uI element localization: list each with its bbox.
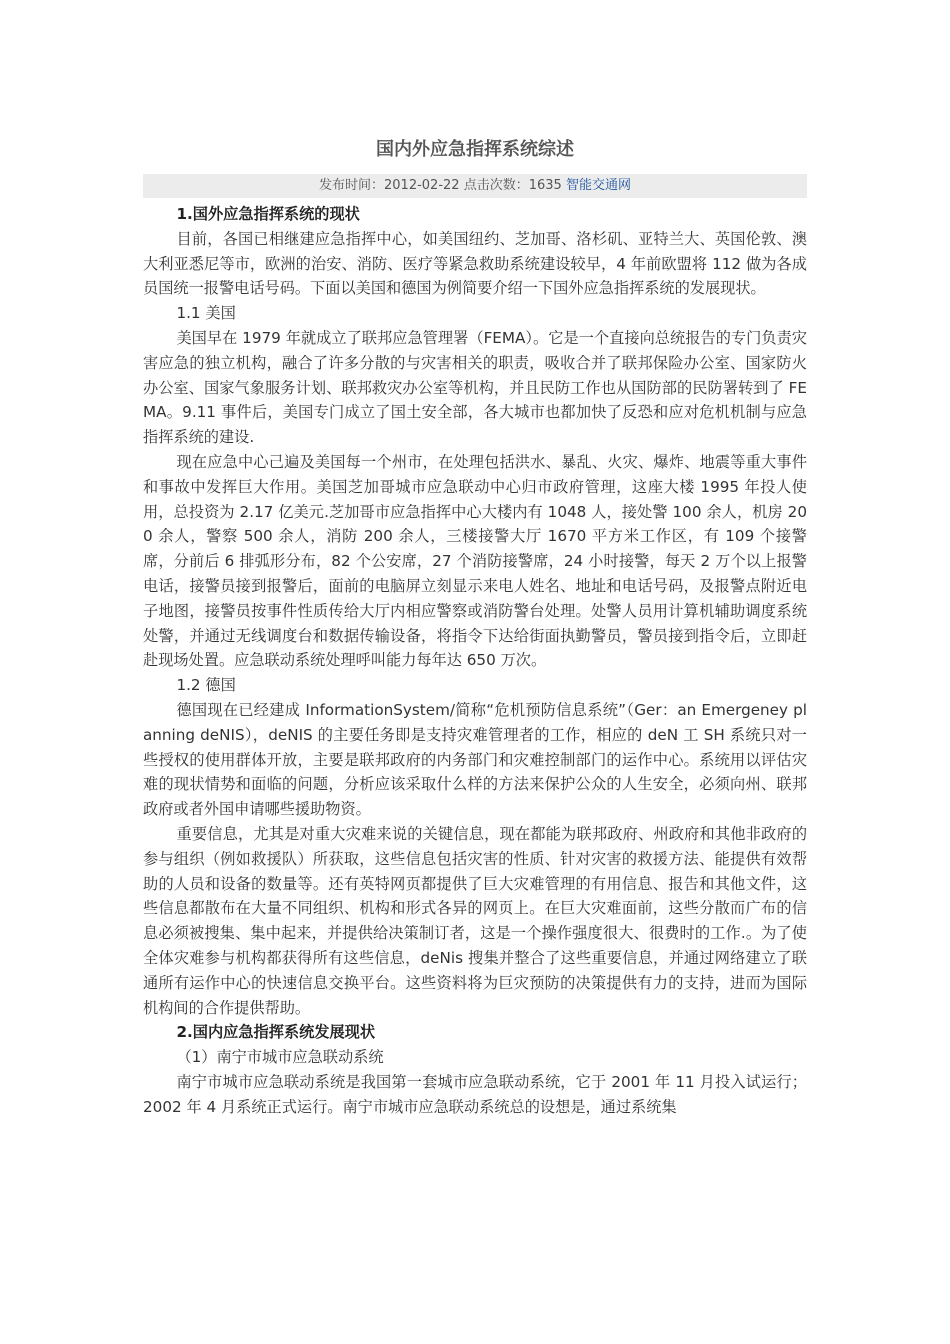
click-count: 1635 xyxy=(528,178,562,193)
clicks-label: 点击次数： xyxy=(463,178,529,193)
paragraph: 德国现在已经建成 InformationSystem/简称“危机预防信息系统”（Ger：an Emergeney planning deNIS），deNIS 的主要任务即是支持灾难管理者的工作，相应的 deN 工 SH 系统只对一些授权的使用群体开放，主要是联邦政府的内务部门和灾难控制部门的运作中心。系统用以评估灾难的现状情势和面临的问题，分析应该采取什么样的方法来保护公众的人生安全，必须向州、联邦政府或者外国申请哪些援助物资。 xyxy=(143,700,807,819)
paragraph: 美国早在 1979 年就成立了联邦应急管理署（FEMA）。它是一个直接向总统报告的专门负责灾害应急的独立机构，融合了许多分散的与灾害相关的职责，吸收合并了联邦保险办公室、国家防火办公室、国家气象服务计划、联邦救灾办公室等机构，并且民防工作也从国防部的民防署转到了 FEMA。9.11 事件后，美国专门成立了国土安全部，各大城市也都加快了反恐和应对危机机制与应急指挥系统的建设. xyxy=(143,328,807,447)
article-body xyxy=(143,202,807,1119)
subsection-heading: 1.1 美国 xyxy=(176,304,236,323)
paragraph: 目前，各国已相继建应急指挥中心，如美国纽约、芝加哥、洛杉矶、亚特兰大、英国伦敦、澳大利亚悉尼等市，欧洲的治安、消防、医疗等紧急救助系统建设较早，4 年前欧盟将 112 做为各成员国统一报警电话号码。下面以美国和德国为例简要介绍一下国外应急指挥系统的发展现状。 xyxy=(143,229,807,298)
section-heading: 1.国外应急指挥系统的现状 xyxy=(176,205,360,223)
paragraph: 重要信息，尤其是对重大灾难来说的关键信息，现在都能为联邦政府、州政府和其他非政府的参与组织（例如救援队）所获取，这些信息包括灾害的性质、针对灾害的救援方法、能提供有效帮助的人员和设备的数量等。还有英特网页都提供了巨大灾难管理的有用信息、报告和其他文件，这些信息都散布在大量不同组织、机构和形式各异的网页上。在巨大灾难面前，这些分散而广布的信息必须被搜集、集中起来，并提供给决策制订者，这是一个操作强度很大、很费时的工作.。为了使全体灾难参与机构都获得所有这些信息，deNis 搜集并整合了这些重要信息，并通过网络建立了联通所有运作中心的快速信息交换平台。这些资料将为巨灾预防的决策提供有力的支持，进而为国际机构间的合作提供帮助。 xyxy=(143,824,807,1017)
article-title: 国内外应急指挥系统综述 xyxy=(376,139,574,160)
paragraph: 南宁市城市应急联动系统是我国第一套城市应急联动系统，它于 2001 年 11 月投入试运行；2002 年 4 月系统正式运行。南宁市城市应急联动系统总的设想是，通过系统集 xyxy=(143,1072,807,1116)
section-heading: 2.国内应急指挥系统发展现状 xyxy=(176,1023,376,1042)
source-link[interactable]: 智能交通网 xyxy=(565,178,631,193)
subsection-heading: 1.2 德国 xyxy=(176,676,236,695)
publish-date: 2012-02-22 xyxy=(384,178,460,193)
article-meta xyxy=(143,174,807,198)
publish-label: 发布时间： xyxy=(319,178,385,193)
subsection-heading: （1）南宁市城市应急联动系统 xyxy=(176,1048,384,1067)
article xyxy=(143,136,807,1119)
paragraph: 现在应急中心己遍及美国每一个州市，在处理包括洪水、暴乱、火灾、爆炸、地震等重大事件和事故中发挥巨大作用。美国芝加哥城市应急联动中心归市政府管理，这座大楼 1995 年投人使用，总投资为 2.17 亿美元.芝加哥市应急指挥中心大楼内有 1048 人，接处警 100 余人，机房 200 余人，警察 500 余人，消防 200 余人，三楼接警大厅 1670 平方米工作区，有 109 个接警席，分前后 6 排弧形分布，82 个公安席，27 个消防接警席，24 小时接警，每天 2 万个以上报警电话，接警员接到报警后，面前的电脑屏立刻显示来电人姓名、地址和电话号码，及报警点附近电子地图，接警员按事件性质传给大厅内相应警察或消防警台处理。处警人员用计算机辅助调度系统处警，并通过无线调度台和数据传输设备，将指令下达给街面执勤警员，警员接到指令后，立即赶赴现场处置。应急联动系统处理呼叫能力每年达 650 万次。 xyxy=(143,452,807,670)
